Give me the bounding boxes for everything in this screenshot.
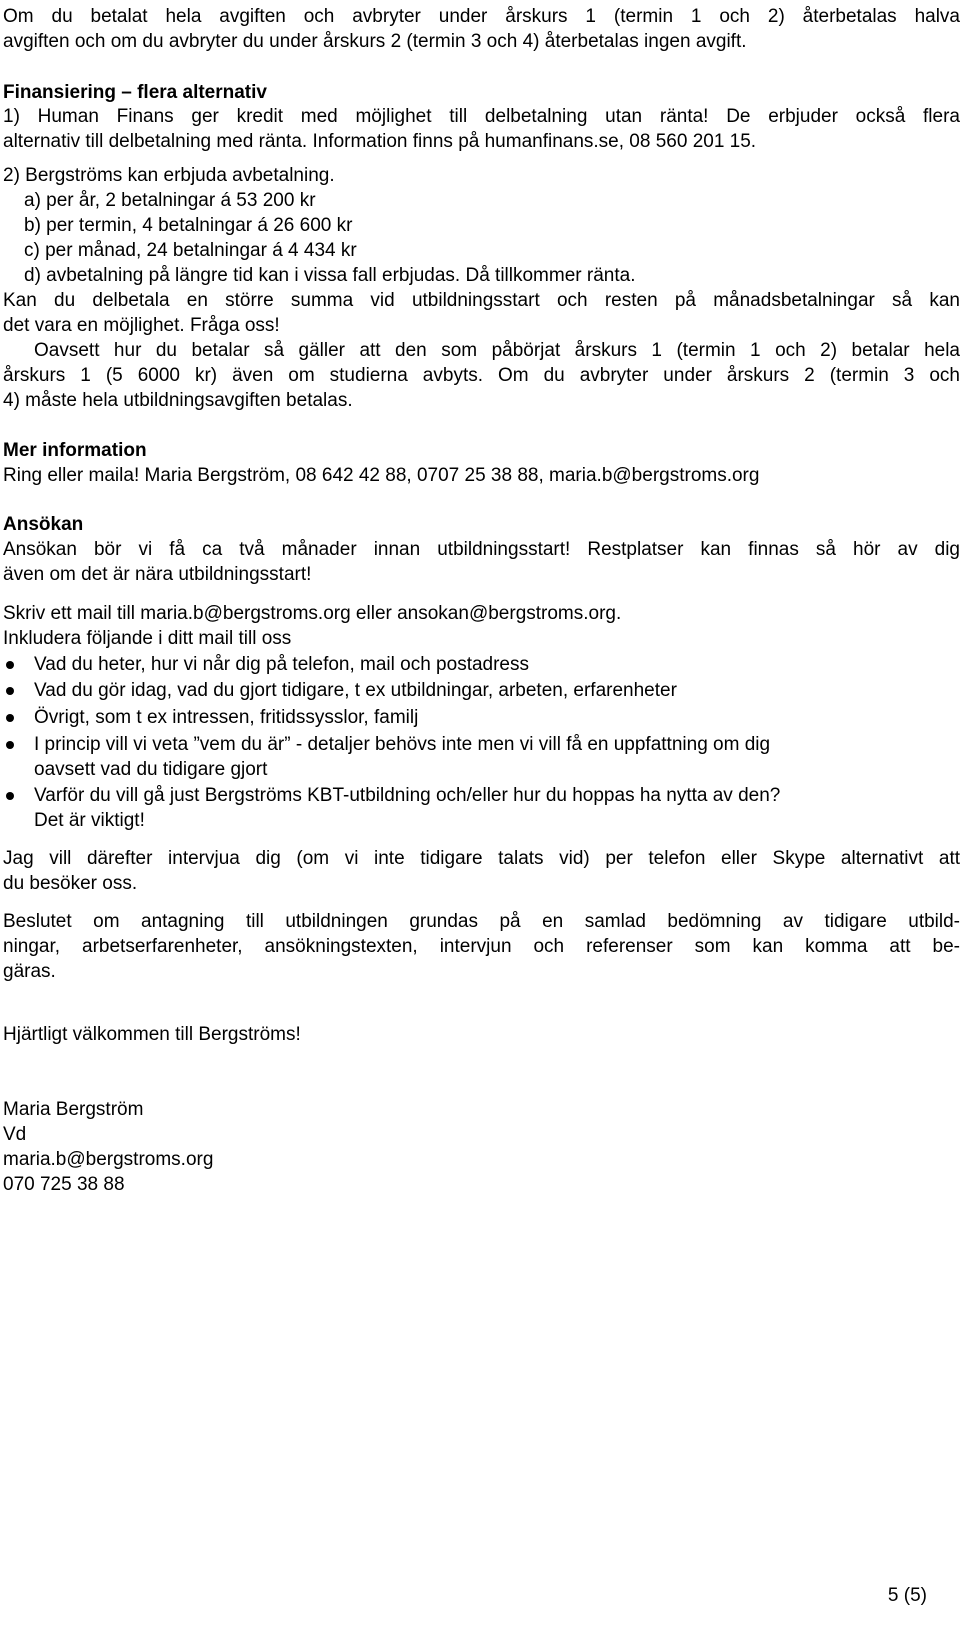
bullet-icon bbox=[6, 661, 14, 669]
installment-intro: 2) Bergströms kan erbjuda avbetalning. bbox=[3, 165, 335, 186]
include-intro: Inkludera följande i ditt mail till oss bbox=[3, 628, 292, 649]
contact-line: Ring eller maila! Maria Bergström, 08 642 42 88, 0707 25 38 88, maria.b@bergstroms.org bbox=[3, 465, 760, 486]
welcome-text: Hjärtligt välkommen till Bergströms! bbox=[3, 1024, 301, 1045]
list-item: I princip vill vi veta ”vem du är” - detaljer behövs inte men vi vill få en uppfattning om dig bbox=[34, 734, 771, 755]
signature-email: maria.b@bergstroms.org bbox=[3, 1149, 214, 1170]
installment-option: b) per termin, 4 betalningar á 26 600 kr bbox=[24, 215, 353, 236]
signature-name: Maria Bergström bbox=[3, 1099, 144, 1120]
signature-title: Vd bbox=[3, 1124, 27, 1145]
bullet-icon bbox=[6, 714, 14, 722]
financing-heading: Finansiering – flera alternativ bbox=[3, 82, 267, 103]
list-item: Vad du gör idag, vad du gjort tidigare, t ex utbildningar, arbeten, erfarenheter bbox=[34, 680, 677, 701]
regardless-line: 4) måste hela utbildningsavgiften betalas. bbox=[3, 390, 353, 411]
bullet-icon bbox=[6, 687, 14, 695]
bullet-icon bbox=[6, 792, 14, 800]
partial-payment-line: det vara en möjlighet. Fråga oss! bbox=[3, 315, 280, 336]
regardless-line: årskurs 1 (5 6000 kr) även om studierna avbyts. Om du avbryter under årskurs 2 (termin 3 och bbox=[3, 365, 960, 386]
bullet-icon bbox=[6, 741, 14, 749]
interview-line: Jag vill därefter intervjua dig (om vi inte tidigare talats vid) per telefon eller Skype alternativt att bbox=[3, 848, 960, 869]
list-item-continuation: Det är viktigt! bbox=[34, 810, 145, 831]
signature-phone: 070 725 38 88 bbox=[3, 1174, 125, 1195]
list-item: Varför du vill gå just Bergströms KBT-utbildning och/eller hur du hoppas ha nytta av den? bbox=[34, 785, 781, 806]
installment-option: c) per månad, 24 betalningar á 4 434 kr bbox=[24, 240, 357, 261]
page-number: 5 (5) bbox=[887, 1585, 927, 1606]
financing-paragraph-line: 1) Human Finans ger kredit med möjlighet till delbetalning utan ränta! De erbjuder också flera bbox=[3, 106, 960, 127]
interview-line: du besöker oss. bbox=[3, 873, 138, 894]
financing-paragraph-line: alternativ till delbetalning med ränta. Information finns på humanfinans.se, 08 560 201 15. bbox=[3, 131, 757, 152]
application-heading: Ansökan bbox=[3, 514, 84, 535]
list-item: Vad du heter, hur vi når dig på telefon, mail och postadress bbox=[34, 654, 530, 675]
decision-line: ningar, arbetserfarenheter, ansökningstexten, intervjun och referenser som kan komma att be- bbox=[3, 936, 960, 957]
regardless-line: Oavsett hur du betalar så gäller att den som påbörjat årskurs 1 (termin 1 och 2) betalar hela bbox=[34, 340, 960, 361]
decision-line: Beslutet om antagning till utbildningen grundas på en samlad bedömning av tidigare utbild- bbox=[3, 911, 960, 932]
application-line: även om det är nära utbildningsstart! bbox=[3, 564, 312, 585]
mail-instruction: Skriv ett mail till maria.b@bergstroms.org eller ansokan@bergstroms.org. bbox=[3, 603, 622, 624]
decision-line: gäras. bbox=[3, 961, 56, 982]
application-line: Ansökan bör vi få ca två månader innan utbildningsstart! Restplatser kan finnas så hör av dig bbox=[3, 539, 960, 560]
list-item: Övrigt, som t ex intressen, fritidssysslor, familj bbox=[34, 707, 419, 728]
refund-text-line: avgiften och om du avbryter du under årskurs 2 (termin 3 och 4) återbetalas ingen avgift. bbox=[3, 31, 747, 52]
list-item-continuation: oavsett vad du tidigare gjort bbox=[34, 759, 268, 780]
more-info-heading: Mer information bbox=[3, 440, 147, 461]
partial-payment-line: Kan du delbetala en större summa vid utbildningsstart och resten på månadsbetalningar så kan bbox=[3, 290, 960, 311]
installment-option: a) per år, 2 betalningar á 53 200 kr bbox=[24, 190, 316, 211]
refund-text-line: Om du betalat hela avgiften och avbryter under årskurs 1 (termin 1 och 2) återbetalas halva bbox=[3, 6, 960, 27]
installment-option: d) avbetalning på längre tid kan i vissa fall erbjudas. Då tillkommer ränta. bbox=[24, 265, 636, 286]
